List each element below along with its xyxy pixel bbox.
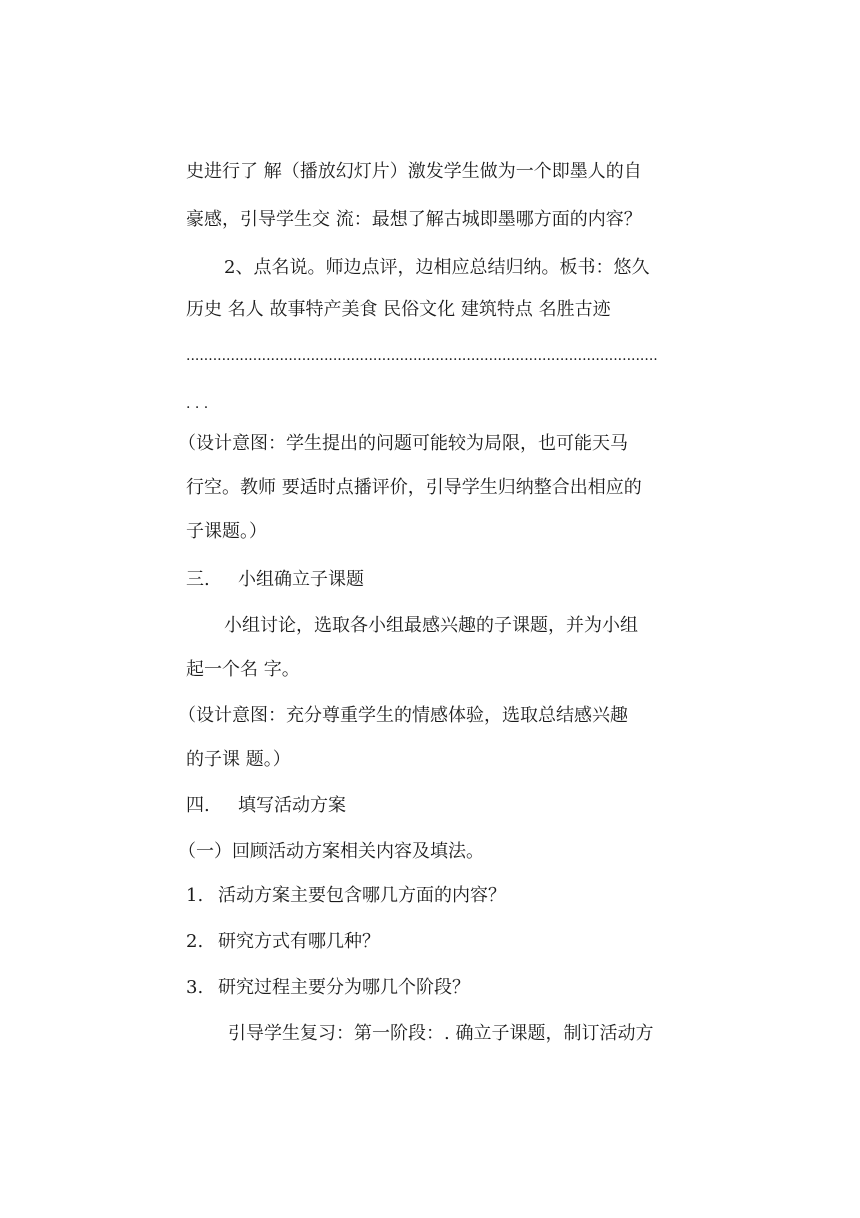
- list-text: 活动方案主要包含哪几方面的内容？: [218, 885, 506, 906]
- design-note-line: 行空。教师 要适时点播评价，引导学生归纳整合出相应的: [186, 477, 642, 498]
- design-note-line: （设计意图：充分尊重学生的情感体验，选取总结感兴趣: [178, 705, 628, 726]
- design-note-line: （设计意图：学生提出的问题可能较为局限，也可能天马: [178, 433, 628, 454]
- ellipsis-line: . . .: [186, 396, 209, 412]
- paragraph-line: 小组讨论，选取各小组最感兴趣的子课题，并为小组: [224, 615, 638, 636]
- section-number: 三.: [186, 569, 210, 590]
- paragraph-line: 引导学生复习：第一阶段：. 确立子课题，制订活动方: [228, 1023, 654, 1044]
- list-number: 2.: [186, 931, 204, 952]
- paragraph-line: 2、点名说。师边点评，边相应总结归纳。板书：悠久: [224, 257, 650, 278]
- section-title: 填写活动方案: [238, 795, 346, 816]
- list-item: [186, 930, 380, 954]
- subsection-heading: （一）回顾活动方案相关内容及填法。: [178, 841, 484, 862]
- ellipsis-line: ..........................................................................................................: [186, 348, 658, 364]
- list-item: [186, 976, 470, 1000]
- paragraph-line: 史进行了 解（播放幻灯片）激发学生做为一个即墨人的自: [186, 161, 642, 182]
- list-number: 3.: [186, 977, 204, 998]
- list-text: 研究过程主要分为哪几个阶段？: [218, 977, 470, 998]
- section-title: 小组确立子课题: [238, 569, 364, 590]
- section-heading: [186, 794, 346, 818]
- section-number: 四.: [186, 795, 210, 816]
- design-note-line: 子课题。）: [186, 521, 267, 542]
- list-text: 研究方式有哪几种？: [218, 931, 380, 952]
- design-note-line: 的子课 题。）: [186, 749, 291, 770]
- section-heading: [186, 568, 364, 592]
- list-number: 1.: [186, 885, 204, 906]
- list-item: [186, 884, 506, 908]
- board-topics-line: 历史 名人 故事特产美食 民俗文化 建筑特点 名胜古迹: [186, 299, 611, 320]
- paragraph-line: 起一个名 字。: [186, 659, 300, 680]
- paragraph-line: 豪感，引导学生交 流：最想了解古城即墨哪方面的内容？: [186, 209, 642, 230]
